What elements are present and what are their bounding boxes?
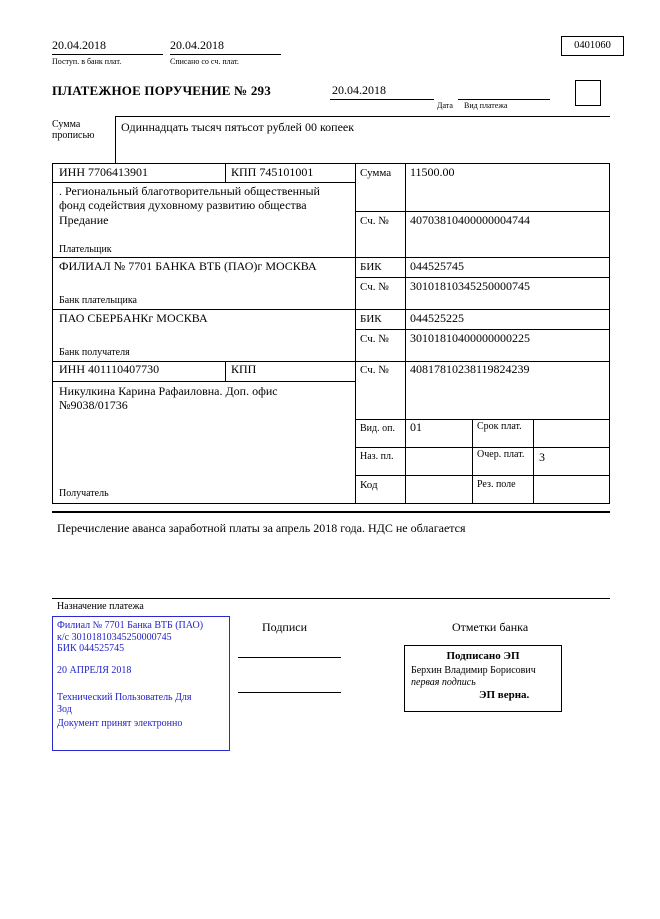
payer-bank-role-label: Банк плательщика: [59, 295, 137, 306]
divider: [405, 164, 406, 503]
payer-bank-bik: 044525745: [410, 259, 464, 273]
term-label: Срок плат.: [477, 421, 522, 432]
signature-line: [238, 692, 341, 693]
payer-account-label: Сч. №: [360, 215, 389, 227]
payee-kpp-label: КПП: [231, 362, 257, 376]
debited-date-label: Списано со сч. плат.: [170, 57, 239, 66]
payer-role-label: Плательщик: [59, 244, 112, 255]
payee-bank-account-label: Сч. №: [360, 333, 389, 345]
payment-table: [52, 163, 610, 504]
reserve-label: Рез. поле: [477, 479, 516, 490]
payee-role-label: Получатель: [59, 488, 109, 499]
amount-in-words: Одиннадцать тысяч пятьсот рублей 00 копеек: [121, 120, 355, 134]
divider: [52, 598, 610, 599]
divider: [225, 361, 226, 381]
debited-date: 20.04.2018: [170, 38, 224, 52]
divider: [355, 164, 356, 503]
document-title: ПЛАТЕЖНОЕ ПОРУЧЕНИЕ № 293: [52, 83, 271, 98]
divider: [355, 277, 609, 278]
divider: [355, 419, 609, 420]
order-label: Очер. плат.: [477, 449, 525, 460]
divider: [115, 116, 116, 163]
divider: [458, 99, 550, 100]
purpose-code-label: Наз. пл.: [360, 451, 394, 462]
divider: [472, 419, 473, 503]
divider: [533, 419, 534, 503]
spacer: [57, 676, 225, 692]
electronic-signature-stamp: [404, 645, 562, 712]
order-value: 3: [539, 450, 545, 464]
payee-bank-bik-label: БИК: [360, 313, 382, 325]
payment-type-label: Вид платежа: [464, 101, 508, 110]
divider: [53, 309, 609, 310]
signature-stamp-name: Берхин Владимир Борисович: [411, 665, 536, 676]
divider: [355, 329, 609, 330]
payer-bank-bik-label: БИК: [360, 261, 382, 273]
received-date-label: Поступ. в банк плат.: [52, 57, 122, 66]
payee-bank-account: 30101810400000000225: [410, 331, 530, 345]
bank-stamp-bank-name: Филиал № 7701 Банка ВТБ (ПАО): [57, 620, 204, 631]
divider: [355, 211, 609, 212]
status-box: [575, 80, 601, 106]
divider: [355, 475, 609, 476]
bank-stamp-corr-account: к/с 30101810345250000745: [57, 631, 172, 643]
signature-stamp-subtitle: первая подпись: [411, 677, 476, 688]
bank-stamp-bik: БИК 044525745: [57, 643, 125, 654]
document-date: 20.04.2018: [332, 83, 386, 97]
payee-account: 40817810238119824239: [410, 362, 530, 376]
payer-name: . Региональный благотворительный общественный фонд содействия духовному развитию общества Предание: [59, 184, 320, 227]
payee-bank-name: ПАО СБЕРБАНКг МОСКВА: [59, 311, 208, 325]
payer-bank-account-label: Сч. №: [360, 281, 389, 293]
divider: [170, 54, 281, 55]
payee-bank-role-label: Банк получателя: [59, 347, 130, 358]
code-label: Код: [360, 479, 378, 491]
divider: [53, 182, 356, 183]
bank-stamp-date: 20 АПРЕЛЯ 2018: [57, 664, 132, 676]
payee-inn: ИНН 401110407730: [59, 362, 160, 376]
signature-stamp-title: Подписано ЭП: [446, 650, 520, 662]
purpose-text: Перечисление аванса заработной платы за апрель 2018 года. НДС не облагается: [57, 521, 466, 535]
bank-marks-label: Отметки банка: [452, 620, 529, 634]
date-label: Дата: [437, 101, 453, 110]
payer-bank-name: ФИЛИАЛ № 7701 БАНКА ВТБ (ПАО)г МОСКВА: [59, 259, 317, 273]
divider: [330, 99, 434, 100]
amount-words-label-2: прописью: [52, 130, 95, 141]
received-date: 20.04.2018: [52, 38, 106, 52]
divider: [53, 381, 356, 382]
bank-stamp-user: Технический Пользователь Для Зод: [57, 692, 192, 715]
op-type-label: Вид. оп.: [360, 423, 395, 434]
payee-name: Никулкина Карина Рафаиловна. Доп. офис №9038/01736: [59, 384, 278, 413]
payer-inn: ИНН 7706413901: [59, 165, 148, 179]
divider: [225, 164, 226, 182]
amount-value: 11500.00: [410, 165, 455, 179]
amount-label: Сумма: [360, 167, 392, 179]
purpose-label: Назначение платежа: [57, 601, 144, 612]
divider: [115, 116, 610, 117]
amount-words-label-1: Сумма: [52, 119, 81, 130]
payer-bank-account: 30101810345250000745: [410, 279, 530, 293]
signature-line: [238, 657, 341, 658]
divider: [355, 447, 609, 448]
spacer: [57, 655, 225, 665]
payer-kpp: КПП 745101001: [231, 165, 314, 179]
bank-electronic-stamp: [52, 616, 230, 751]
divider: [52, 54, 163, 55]
bank-stamp-accepted: Документ принят электронно: [57, 718, 183, 729]
payee-bank-bik: 044525225: [410, 311, 464, 325]
op-type-value: 01: [410, 420, 422, 434]
signatures-label: Подписи: [262, 620, 308, 634]
divider: [52, 511, 610, 513]
form-code-box: 0401060: [561, 36, 624, 56]
payee-account-label: Сч. №: [360, 364, 389, 376]
payer-account: 40703810400000004744: [410, 213, 530, 227]
divider: [53, 257, 609, 258]
signature-stamp-verified: ЭП верна.: [479, 689, 530, 701]
